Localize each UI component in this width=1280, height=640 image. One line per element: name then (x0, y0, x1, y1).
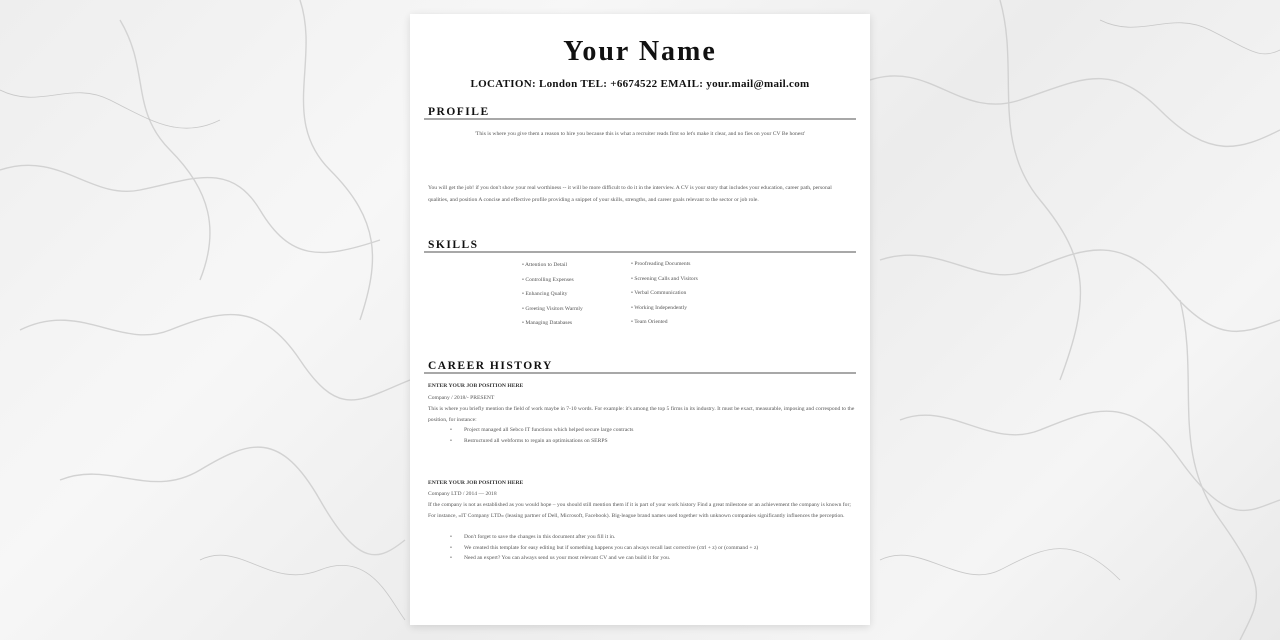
job-description-1: This is where you briefly mention the field of work maybe in 7-10 words. For example: it's among the top 5 firms in its industry. It must be exact, measurable, imposing and correspond to the position, for instance: (428, 406, 855, 423)
career-heading: CAREER HISTORY (428, 360, 553, 372)
job-description-2: If the company is not as established as you would hope – you should still mention them if it is part of your work history Find a great milestone or an achievement the company is known for; For instance, «IT Company LTD» (leasing partner of Dell, Microsoft, Facebook). Big-league brand names used together with unknown companies significantly influences the perception. (428, 502, 851, 519)
profile-rule (424, 118, 856, 120)
list-item: • Need an expert? You can always send us your most relevant CV and we can build it for you. (450, 555, 671, 561)
skills-rule (424, 251, 856, 253)
skill-item: • Verbal Communication (631, 290, 687, 296)
skills-heading: SKILLS (428, 239, 479, 251)
skills-left-column (522, 262, 622, 335)
career-rule (424, 372, 856, 374)
job-position-2: ENTER YOUR JOB POSITION HERE (428, 480, 524, 486)
bullet-text: Project managed all Sebco IT functions which helped secure large contracts (464, 427, 634, 433)
profile-body: You will get the job! if you don't show your real worthiness -- it will be more difficult to do it in the interview. A CV is your story that includes your education, career path, personal qualities, and position A concise and effective profile providing a snippet of your skills, strengths, and career goals relevant to the sector or job role. (428, 185, 832, 203)
skill-item: • Enhancing Quality (522, 291, 568, 297)
skill-item: • Proofreading Documents (631, 261, 691, 267)
list-item: • Project managed all Sebco IT functions which helped secure large contracts (450, 427, 634, 433)
job-bullets-1 (450, 427, 850, 448)
bullet-text: Restructured all webforms to regain an optimisations on SERPS (464, 437, 608, 444)
list-item: • Restructured all webforms to regain an optimisations on SERPS (450, 437, 608, 444)
skill-item: • Working Independently (631, 304, 688, 311)
skill-item: • Managing Databases (522, 320, 573, 326)
bullet-text: We created this template for easy editing but if something happens you can always recall last corrective (ctrl + z) or (command + z) (464, 544, 759, 551)
profile-quote: 'This is where you give them a reason to hire you because this is what a recruiter reads first so let's make it clear, and no fies on your CV Be honest' (474, 131, 806, 137)
resume-name: Your Name (563, 36, 717, 67)
skill-item: • Attention to Detail (522, 262, 567, 268)
skill-item: • Screening Calls and Visitors (631, 275, 698, 282)
bullet-text: Don't forget to save the changes in this document after you fill it in. (464, 534, 616, 540)
job-meta-2: Company LTD / 2014 — 2018 (428, 491, 497, 497)
list-item: • Don't forget to save the changes in this document after you fill it in. (450, 534, 616, 540)
skill-item: • Controlling Expenses (522, 276, 574, 283)
profile-heading: PROFILE (428, 106, 490, 118)
skill-item: • Team Oriented (631, 319, 668, 325)
skill-item: • Greeting Visitors Warmly (522, 305, 583, 312)
skills-right-column (631, 261, 731, 334)
bullet-text: Need an expert? You can always send us your most relevant CV and we can build it for you. (464, 555, 671, 561)
job-meta-1: Company / 2018/- PRESENT (428, 395, 495, 401)
resume-page (410, 14, 870, 625)
job-position-1: ENTER YOUR JOB POSITION HERE (428, 383, 524, 389)
list-item: • We created this template for easy editing but if something happens you can always recall last corrective (ctrl + z) or (command + z) (450, 544, 759, 551)
job-bullets-2 (450, 534, 850, 566)
contact-line: LOCATION: London TEL: +6674522 EMAIL: your.mail@mail.com (470, 78, 810, 90)
